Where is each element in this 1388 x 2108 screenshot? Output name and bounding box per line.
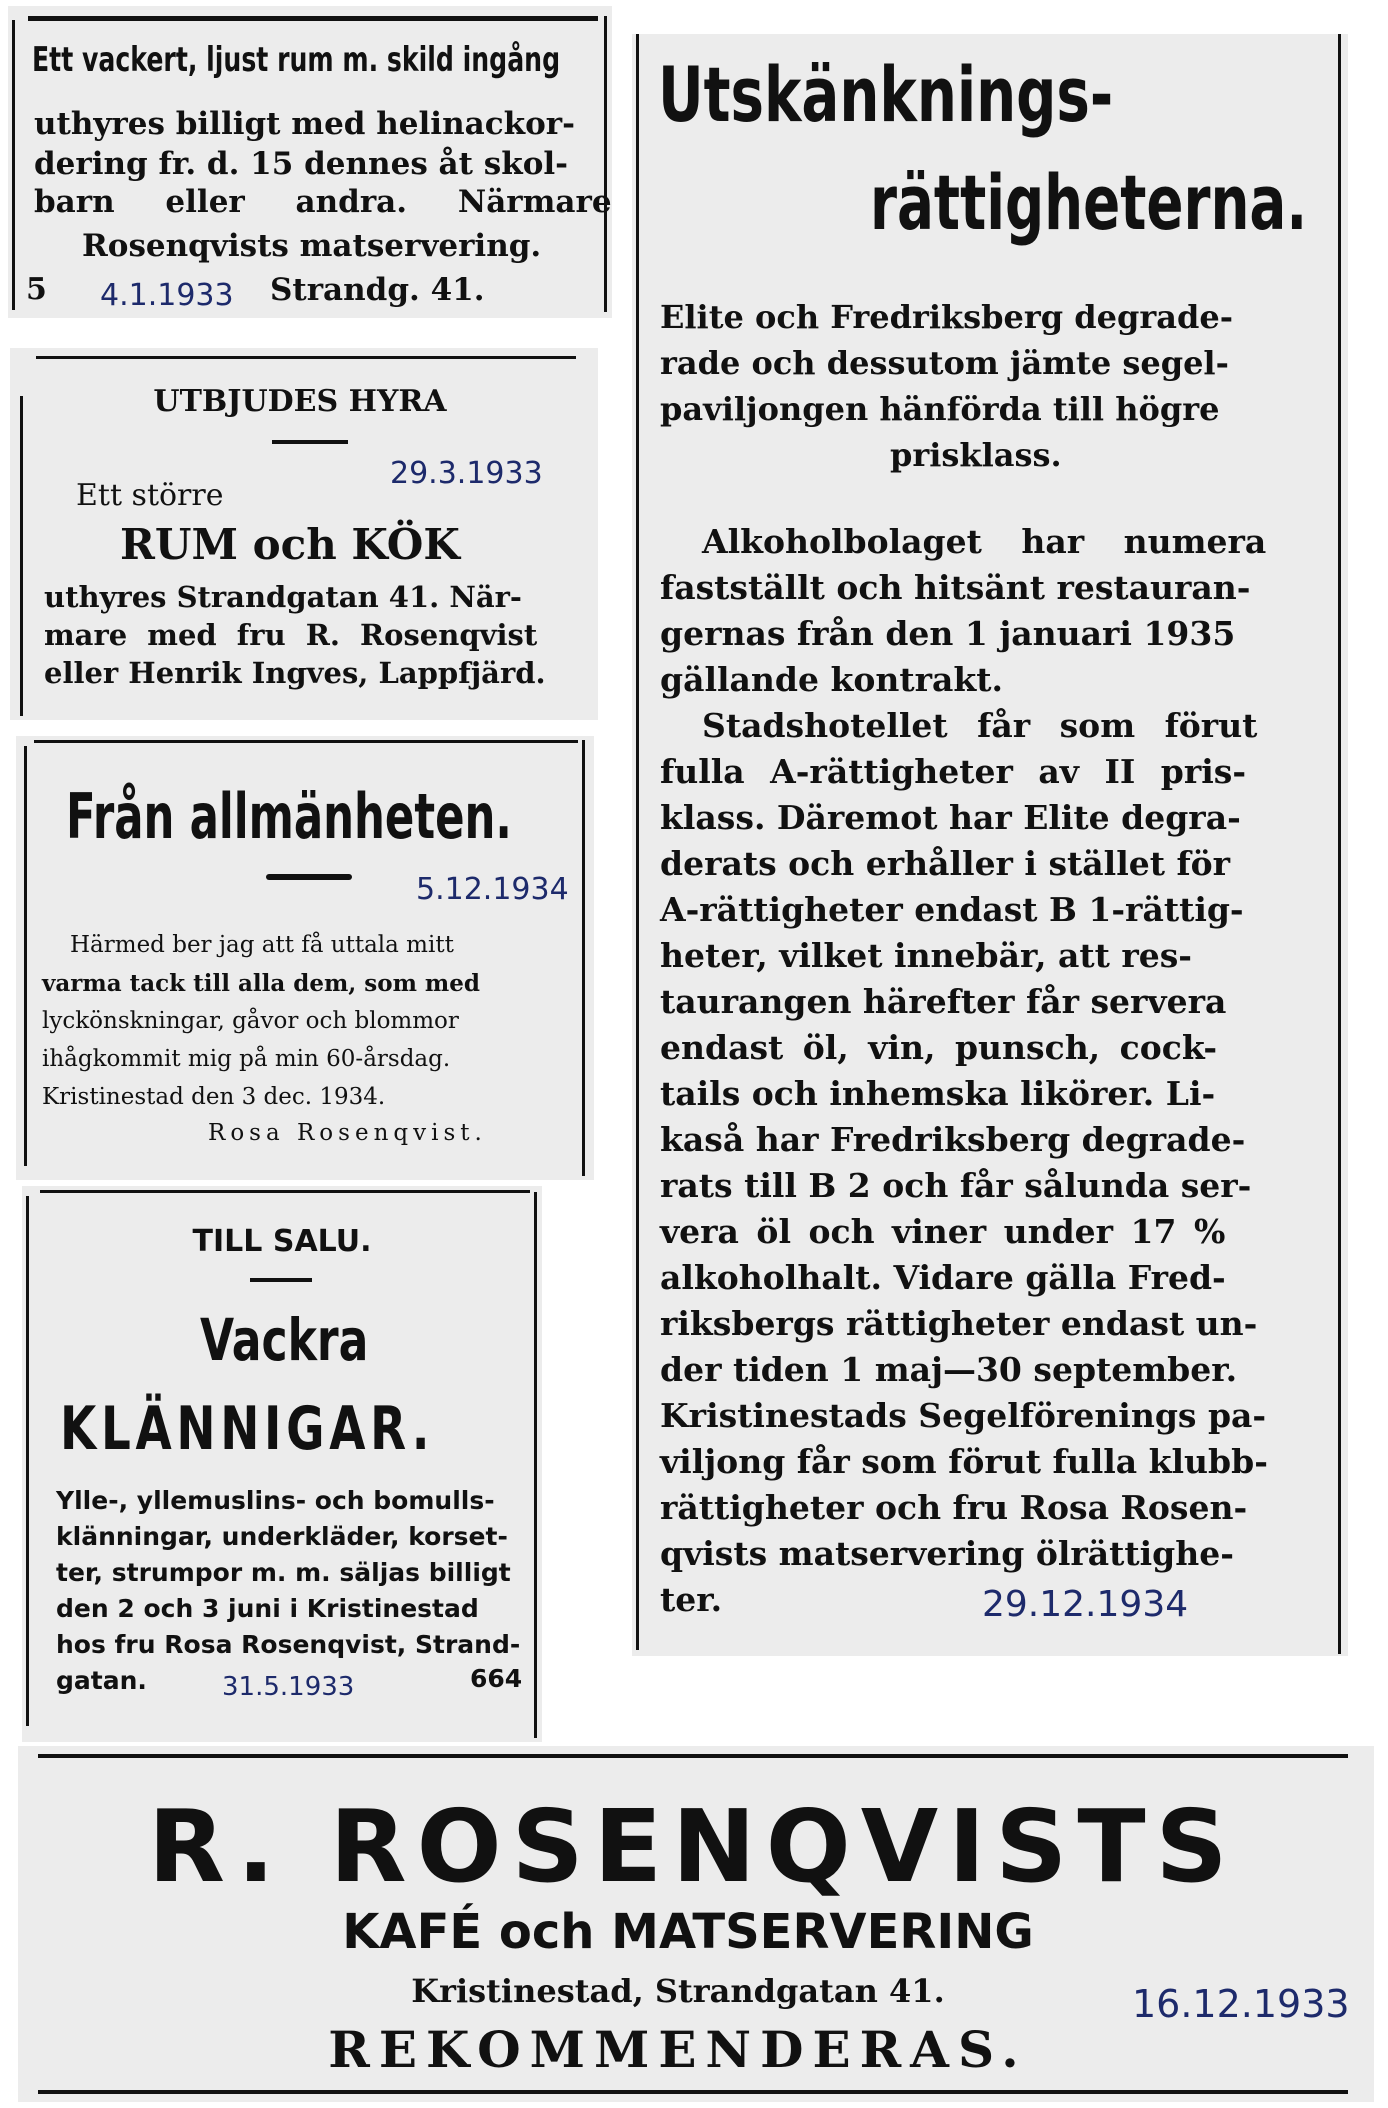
article-line: heter, vilket innebär, att res- [660,936,1192,975]
article-last-line: ter. [660,1580,723,1619]
ad-thanks-line-1: Härmed ber jag att få uttala mitt [70,932,454,958]
article-line: vera öl och viner under 17 % [660,1212,1226,1251]
ad-sale-line-5: hos fru Rosa Rosenqvist, Strand- [56,1630,521,1659]
article-headline-2: rättigheterna. [870,158,1308,247]
ad-rent-title: RUM och KÖK [120,520,460,569]
article-headline-1: Utskänknings- [658,50,1114,139]
ad-rent-clipping [10,348,598,720]
ad-sale-title-1: Vackra [200,1306,369,1374]
article-line: alkoholhalt. Vidare gälla Fred- [660,1258,1226,1297]
article-line: fastställt och hitsänt restauran- [660,568,1251,607]
article-subhead-3: paviljongen hänförda till högre [660,390,1220,428]
ad-rent-line-2: mare med fru R. Rosenqvist [44,618,538,652]
left-rule [20,396,23,716]
ad-rent-divider [272,440,348,444]
article-line: Kristinestads Segelförenings pa- [660,1396,1267,1435]
ad-thanks-line-4: ihågkommit mig på min 60-årsdag. [42,1046,451,1072]
ad-thanks-line-3: lyckönskningar, gåvor och blommor [42,1008,459,1034]
ornament-icon [266,874,352,880]
ad-rent-heading: UTBJUDES HYRA [153,384,447,419]
article-line: Alkoholbolaget har numera [702,522,1267,561]
article-line: der tiden 1 maj—30 september. [660,1350,1238,1389]
article-line: qvists matservering ölrättighe- [660,1534,1234,1573]
left-rule [12,20,15,310]
bottom-rule [38,2090,1348,2094]
article-line: endast öl, vin, punsch, cock- [660,1028,1218,1067]
ad-room-line-3: barn eller andra. Närmare [34,184,612,220]
ad-thanks-line-2: varma tack till alla dem, som med [42,970,480,997]
right-rule [534,1192,537,1738]
ad-rent-date: 29.3.1933 [390,456,543,491]
top-rule [28,16,598,21]
ad-room-line-1-text: uthyres billigt med helinackor- [34,106,575,142]
ad-room-number: 5 [26,272,47,307]
ad-rent-line-1: uthyres Strandgatan 41. När- [44,580,522,614]
top-rule [36,356,576,359]
ad-rent-line-3: eller Henrik Ingves, Lappfjärd. [44,656,546,690]
ad-thanks-clipping [16,736,594,1180]
left-rule [24,746,27,1166]
ad-sale-number: 664 [470,1664,523,1693]
article-line: riksbergs rättigheter endast un- [660,1304,1258,1343]
ad-thanks-heading: Från allmänheten. [66,780,512,853]
article-line: tails och inhemska likörer. Li- [660,1074,1216,1113]
ad-rent-intro: Ett större [76,478,224,513]
ad-room-line-4: Rosenqvists matservering. [82,228,542,264]
ad-room-clipping [8,6,612,318]
left-rule [26,1196,29,1726]
article-line: taurangen härefter får servera [660,982,1227,1021]
ad-sale-line-4: den 2 och 3 juni i Kristinestad [56,1594,479,1623]
article-subhead-4: prisklass. [890,436,1062,474]
article-line: derats och erhåller i stället för [660,844,1231,883]
top-rule [40,1190,530,1193]
right-rule [582,740,585,1176]
ad-sale-clipping [22,1186,542,1742]
article-line: kaså har Fredriksberg degrade- [660,1120,1246,1159]
ad-room-line-2: dering fr. d. 15 dennes åt skol- [34,146,569,182]
ad-room-address: Strandg. 41. [270,272,485,308]
ad-thanks-signature: Rosa Rosenqvist. [208,1120,487,1146]
ad-cafe-clipping [18,1746,1374,2102]
article-subhead-2: rade och dessutom jämte segel- [660,344,1229,382]
ad-sale-title-2: KLÄNNIGAR. [60,1394,435,1464]
ad-cafe-tagline: REKOMMENDERAS. [328,2020,1028,2079]
article-line: gernas från den 1 januari 1935 [660,614,1236,653]
ad-cafe-date: 16.12.1933 [1132,1982,1350,2026]
ad-sale-divider [250,1278,312,1282]
article-line: klass. Däremot har Elite degra- [660,798,1241,837]
article-line: Stadshotellet får som förut [702,706,1258,745]
article-subhead-1: Elite och Fredriksberg degrade- [660,298,1233,336]
article-date: 29.12.1934 [982,1584,1189,1625]
article-line: A-rättigheter endast B 1-rättig- [660,890,1244,929]
ad-cafe-address: Kristinestad, Strandgatan 41. [411,1972,945,2010]
ad-sale-date: 31.5.1933 [222,1672,355,1702]
right-rule [1338,34,1341,1654]
ad-sale-last-line: gatan. [56,1666,147,1695]
ad-room-line-1 [34,106,596,142]
ad-thanks-date: 5.12.1934 [416,872,569,907]
article-line: gällande kontrakt. [660,660,1003,699]
ad-cafe-subtitle: KAFÉ och MATSERVERING [342,1904,1034,1960]
top-rule [38,1754,1348,1758]
ad-sale-line-3: ter, strumpor m. m. säljas billigt [56,1558,511,1587]
ad-sale-line-2: klänningar, underkläder, korset- [56,1522,508,1551]
ad-sale-line-1: Ylle-, yllemuslins- och bomulls- [56,1486,495,1515]
ad-room-date: 4.1.1933 [100,278,234,313]
right-rule [604,16,607,312]
article-line: rats till B 2 och får sålunda ser- [660,1166,1252,1205]
article-line: viljong får som förut fulla klubb- [660,1442,1268,1481]
ad-room-heading: Ett vackert, ljust rum m. skild ingång [32,40,561,80]
article-clipping [632,34,1348,1656]
article-line: rättigheter och fru Rosa Rosen- [660,1488,1248,1527]
article-line: fulla A-rättigheter av II pris- [660,752,1247,791]
top-rule [34,740,578,743]
ad-sale-heading: TILL SALU. [192,1224,372,1259]
left-rule [636,34,639,1650]
ad-cafe-title: R. ROSENQVISTS [148,1788,1238,1905]
ad-thanks-line-5: Kristinestad den 3 dec. 1934. [42,1084,386,1110]
